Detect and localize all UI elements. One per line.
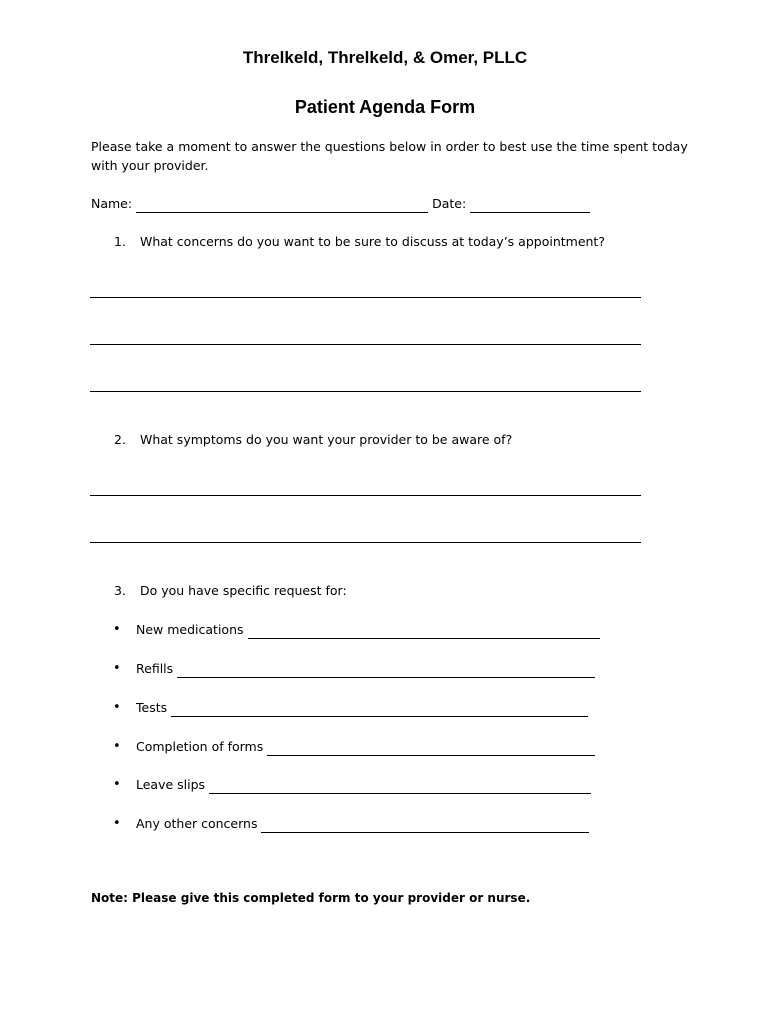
date-label: Date: <box>432 196 467 211</box>
question-1 <box>114 232 605 251</box>
question-number: 1. <box>114 234 126 249</box>
bullet-icon: • <box>113 777 121 792</box>
question-text: What symptoms do you want your provider to be aware of? <box>139 432 513 447</box>
question-text: Do you have specific request for: <box>139 583 347 598</box>
intro-text <box>91 137 688 175</box>
request-field[interactable] <box>209 779 591 794</box>
request-new-medications <box>113 620 604 639</box>
answer-line-1c[interactable] <box>90 391 641 392</box>
bullet-icon: • <box>113 816 121 831</box>
answer-line-1b[interactable] <box>90 344 641 345</box>
request-completion-of-forms <box>113 737 599 756</box>
name-date-row <box>91 194 594 213</box>
name-field[interactable] <box>136 198 428 213</box>
request-tests <box>113 698 592 717</box>
question-text: What concerns do you want to be sure to discuss at today’s appointment? <box>139 234 605 249</box>
intro-line-1: Please take a moment to answer the questions below in order to best use the time spent today <box>91 139 688 154</box>
answer-line-2a[interactable] <box>90 495 641 496</box>
date-field[interactable] <box>470 198 590 213</box>
name-label: Name: <box>91 196 133 211</box>
request-label: Any other concerns <box>136 816 258 831</box>
bullet-icon: • <box>113 700 121 715</box>
request-leave-slips <box>113 775 595 794</box>
request-field[interactable] <box>177 663 595 678</box>
request-field[interactable] <box>248 624 600 639</box>
answer-line-1a[interactable] <box>90 297 641 298</box>
bullet-icon: • <box>113 622 121 637</box>
request-field[interactable] <box>261 818 589 833</box>
submission-note: Note: Please give this completed form to your provider or nurse. <box>91 891 531 905</box>
request-label: Refills <box>136 661 174 676</box>
bullet-icon: • <box>113 739 121 754</box>
question-3 <box>114 581 347 600</box>
question-number: 2. <box>114 432 126 447</box>
request-field[interactable] <box>267 741 595 756</box>
request-refills <box>113 659 599 678</box>
answer-line-2b[interactable] <box>90 542 641 543</box>
request-label: Leave slips <box>136 777 206 792</box>
request-any-other-concerns <box>113 814 593 833</box>
request-label: Tests <box>136 700 168 715</box>
question-number: 3. <box>114 583 126 598</box>
request-field[interactable] <box>171 702 588 717</box>
intro-line-2: with your provider. <box>91 158 209 173</box>
form-title: Patient Agenda Form <box>294 97 476 117</box>
request-label: New medications <box>136 622 244 637</box>
bullet-icon: • <box>113 661 121 676</box>
question-2 <box>114 430 512 449</box>
practice-name: Threlkeld, Threlkeld, & Omer, PLLC <box>242 48 528 67</box>
request-label: Completion of forms <box>136 739 264 754</box>
